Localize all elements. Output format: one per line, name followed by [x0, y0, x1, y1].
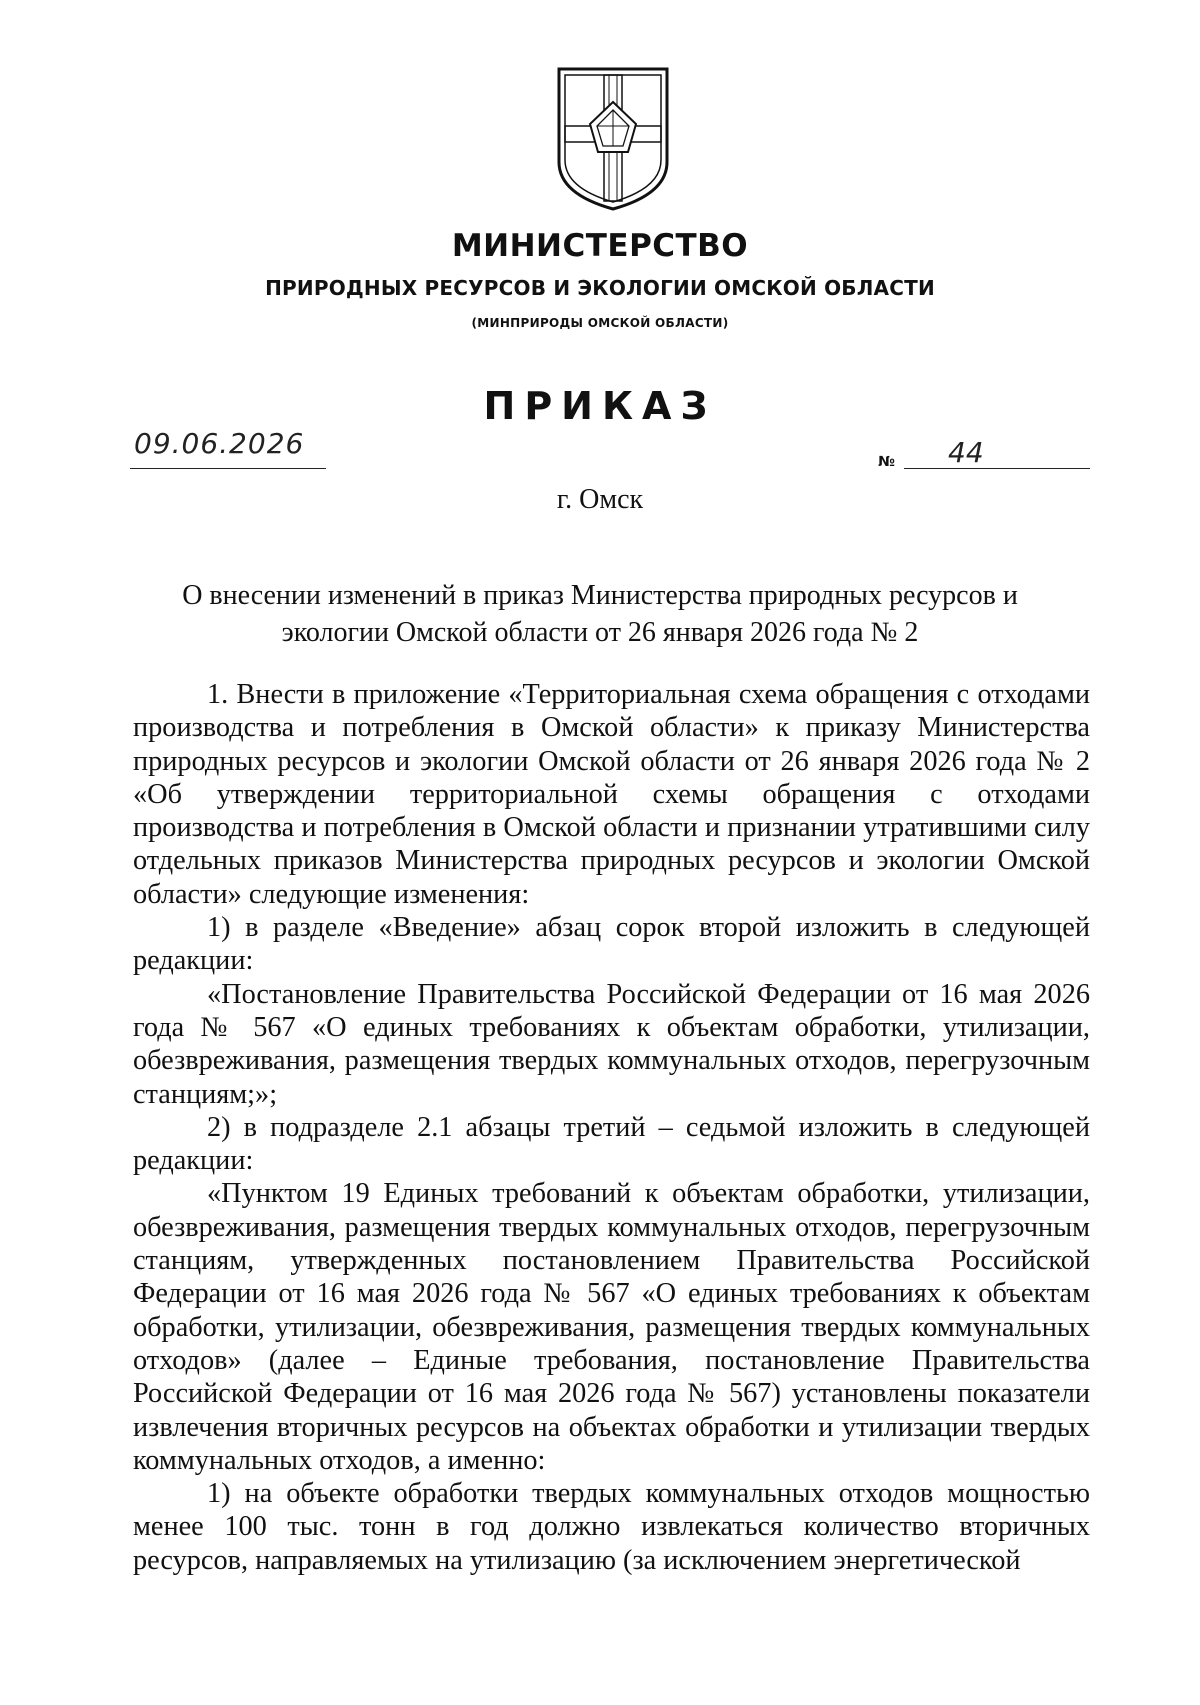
paragraph: 1) на объекте обработки твердых коммунальных отходов мощностью менее 100 тыс. тонн в год должно извлекаться количество вторичных ресурсов, направляемых на утилизацию (за исключением энергетической [133, 1478, 1090, 1576]
paragraph: 1. Внести в приложение «Территориальная схема обращения с отходами производства и потребления в Омской области» к приказу Министерства природных ресурсов и экологии Омской области от 26 января 2026 года № 2 «Об утверждении территориальной схемы обращения с отходами производства и потребления в Омской области и признании утратившими силу отдельных приказов Министерства природных ресурсов и экологии Омской области» следующие изменения: [133, 679, 1090, 910]
document-title-line-2: экологии Омской области от 26 января 2026 года № 2 [281, 617, 919, 648]
document-type: ПРИКАЗ [483, 384, 717, 428]
number-sign: № [878, 454, 895, 470]
paragraph: 2) в подразделе 2.1 абзацы третий – седьмой изложить в следующей редакции: [133, 1111, 1090, 1177]
ministry-short-name: (МИНПРИРОДЫ ОМСКОЙ ОБЛАСТИ) [471, 316, 729, 330]
city: г. Омск [556, 484, 644, 515]
document-title-line-1: О внесении изменений в приказ Министерства природных ресурсов и [182, 580, 1018, 611]
paragraph: «Пунктом 19 Единых требований к объектам обработки, утилизации, обезвреживания, размещения твердых коммунальных отходов, перегрузочным станциям, утвержденных постановлением Правительства Российской Федерации от 16 мая 2026 года № 567 «О единых требованиях к объектам обработки, утилизации, обезвреживания, размещения твердых коммунальных отходов» (далее – Единые требования, постановление Правительства Российской Федерации от 16 мая 2026 года № 567) установлены показатели извлечения вторичных ресурсов на объектах обработки и утилизации твердых коммунальных отходов, а именно: [133, 1178, 1090, 1476]
document-body [133, 678, 1090, 1577]
date-underline [130, 468, 326, 469]
ministry-full-name: ПРИРОДНЫХ РЕСУРСОВ И ЭКОЛОГИИ ОМСКОЙ ОБЛАСТИ [265, 276, 935, 300]
paragraph: «Постановление Правительства Российской Федерации от 16 мая 2026 года № 567 «О единых требованиях к объектам обработки, утилизации, обезвреживания, размещения твердых коммунальных отходов, перегрузочным станциям;»; [133, 978, 1090, 1110]
document-date: 09.06.2026 [134, 427, 305, 460]
document-number: 44 [948, 436, 984, 469]
coat-of-arms-emblem [556, 66, 670, 212]
paragraph: 1) в разделе «Введение» абзац сорок второй изложить в следующей редакции: [133, 912, 1090, 977]
number-underline [904, 468, 1090, 469]
ministry-title: МИНИСТЕРСТВО [451, 228, 749, 264]
